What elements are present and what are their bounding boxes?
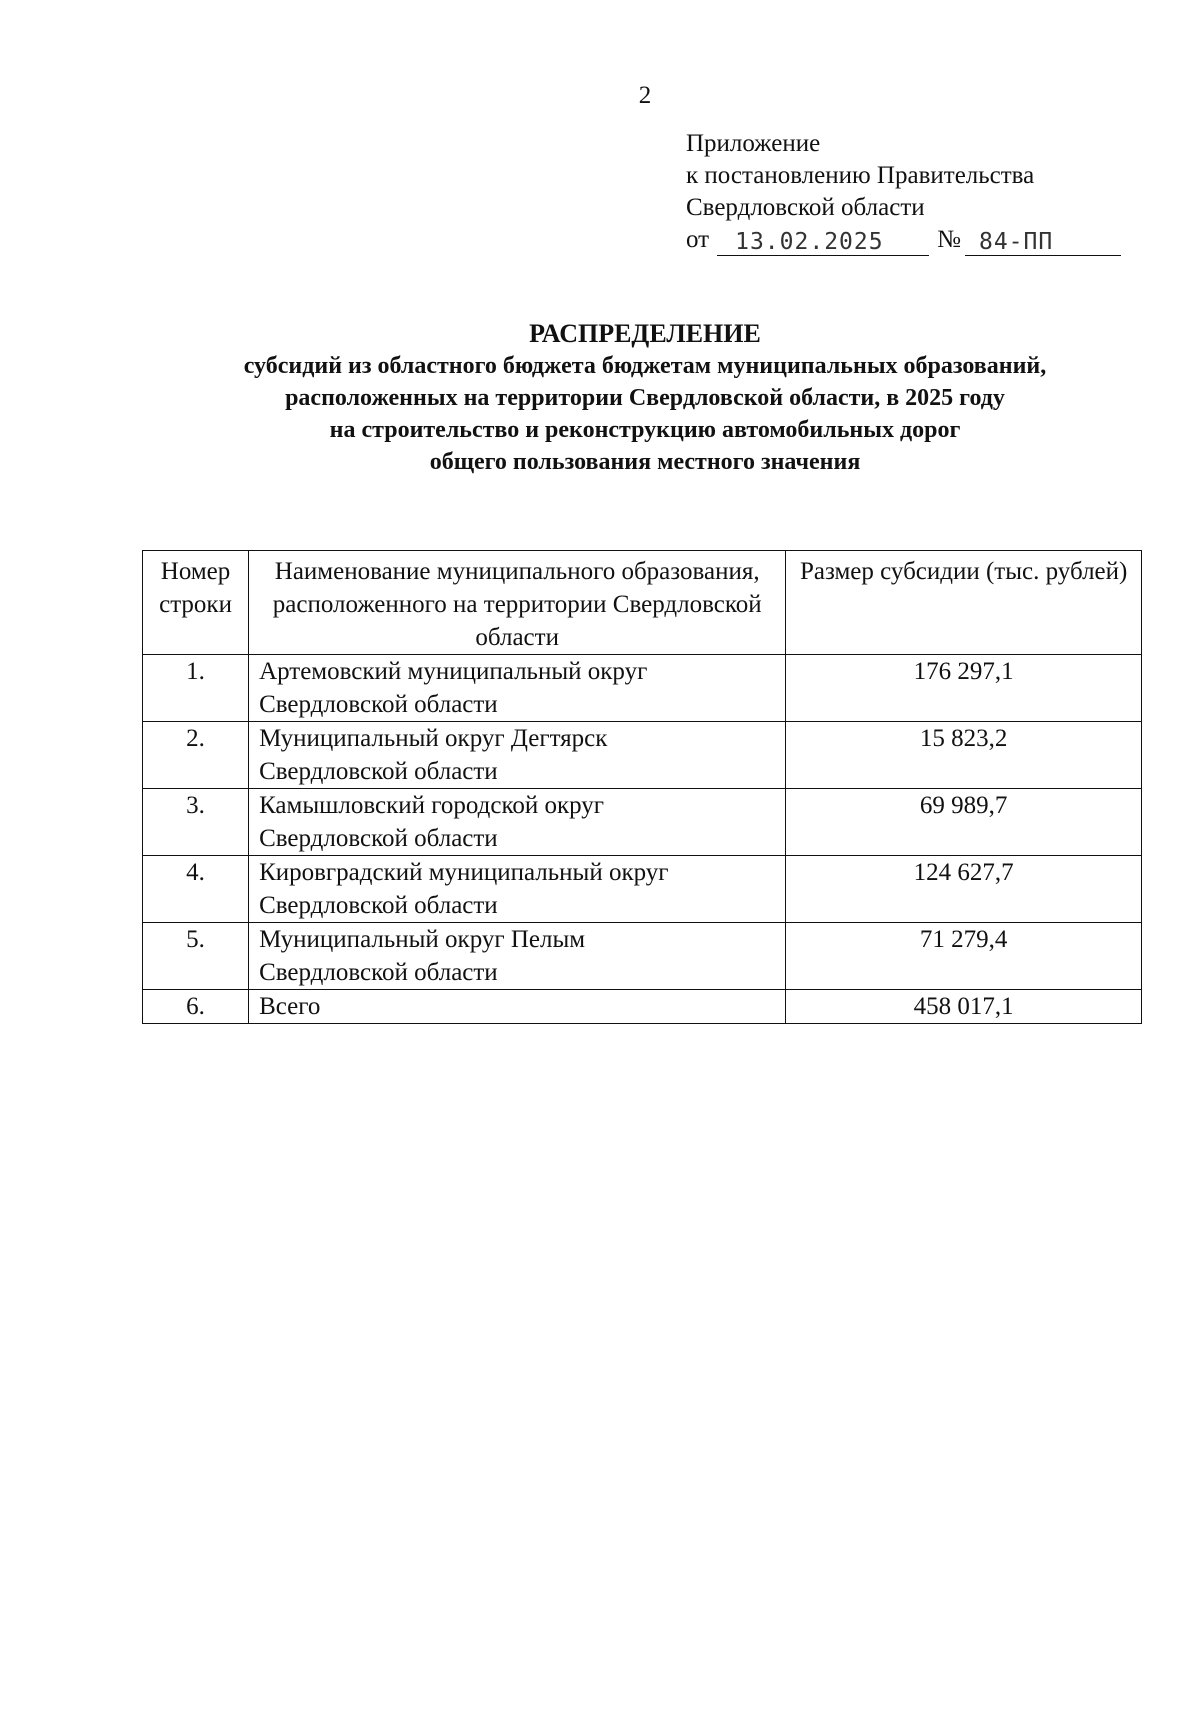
municipality-name-line-1: Муниципальный округ Пелым bbox=[259, 926, 586, 953]
municipality-name bbox=[249, 856, 786, 923]
header-row-number: Номер строки bbox=[143, 551, 249, 655]
table-row bbox=[143, 856, 1142, 923]
table-total-row bbox=[143, 990, 1142, 1024]
municipality-name bbox=[249, 722, 786, 789]
municipality-name-line-1: Камышловский городской округ bbox=[259, 792, 605, 819]
subsidy-amount: 15 823,2 bbox=[786, 722, 1142, 789]
title-line-4: общего пользования местного значения bbox=[429, 449, 861, 475]
number-prefix: № bbox=[937, 226, 961, 253]
municipality-name-line-2: Свердловской области bbox=[259, 758, 498, 785]
municipality-name-line-2: Свердловской области bbox=[259, 892, 498, 919]
table-row bbox=[143, 722, 1142, 789]
municipality-name bbox=[249, 655, 786, 722]
resolution-date: 13.02.2025 bbox=[717, 229, 929, 256]
subsidy-amount: 124 627,7 bbox=[786, 856, 1142, 923]
title-line-2: расположенных на территории Свердловской области, в 2025 году bbox=[285, 385, 1005, 411]
title-line-1: субсидий из областного бюджета бюджетам муниципальных образований, bbox=[243, 353, 1047, 379]
appendix-block bbox=[686, 128, 1121, 256]
title-line-3: на строительство и реконструкцию автомобильных дорог bbox=[329, 417, 961, 443]
date-prefix: от bbox=[686, 226, 710, 253]
header-subsidy-amount: Размер субсидии (тыс. рублей) bbox=[786, 551, 1142, 655]
row-number: 3. bbox=[143, 789, 249, 856]
appendix-signature-row bbox=[686, 224, 1121, 256]
header-municipality: Наименование муниципального образования, расположенного на территории Свердловской области bbox=[249, 551, 786, 655]
municipality-name-line-1: Муниципальный округ Дегтярск bbox=[259, 725, 608, 752]
document-title bbox=[0, 318, 1200, 478]
municipality-name-line-1: Артемовский муниципальный округ bbox=[259, 658, 648, 685]
row-number: 1. bbox=[143, 655, 249, 722]
resolution-number: 84-ПП bbox=[965, 229, 1121, 256]
subsidy-amount: 69 989,7 bbox=[786, 789, 1142, 856]
title-main: РАСПРЕДЕЛЕНИЕ bbox=[529, 319, 761, 348]
row-number: 5. bbox=[143, 923, 249, 990]
municipality-name-line-1: Кировградский муниципальный округ bbox=[259, 859, 669, 886]
appendix-region: Свердловской области bbox=[686, 194, 925, 221]
municipality-name bbox=[249, 923, 786, 990]
total-label: Всего bbox=[249, 990, 786, 1024]
table-header-row bbox=[143, 551, 1142, 655]
row-number: 2. bbox=[143, 722, 249, 789]
table-row bbox=[143, 655, 1142, 722]
appendix-resolution: к постановлению Правительства bbox=[686, 162, 1035, 189]
municipality-name-line-2: Свердловской области bbox=[259, 959, 498, 986]
subsidy-table bbox=[142, 550, 1142, 1024]
appendix-title: Приложение bbox=[686, 130, 821, 157]
subsidy-amount: 176 297,1 bbox=[786, 655, 1142, 722]
municipality-name-line-2: Свердловской области bbox=[259, 825, 498, 852]
municipality-name-line-2: Свердловской области bbox=[259, 691, 498, 718]
page-number: 2 bbox=[638, 82, 652, 109]
row-number: 4. bbox=[143, 856, 249, 923]
municipality-name bbox=[249, 789, 786, 856]
subsidy-amount: 71 279,4 bbox=[786, 923, 1142, 990]
table-row bbox=[143, 923, 1142, 990]
table-row bbox=[143, 789, 1142, 856]
total-amount: 458 017,1 bbox=[786, 990, 1142, 1024]
row-number: 6. bbox=[143, 990, 249, 1024]
